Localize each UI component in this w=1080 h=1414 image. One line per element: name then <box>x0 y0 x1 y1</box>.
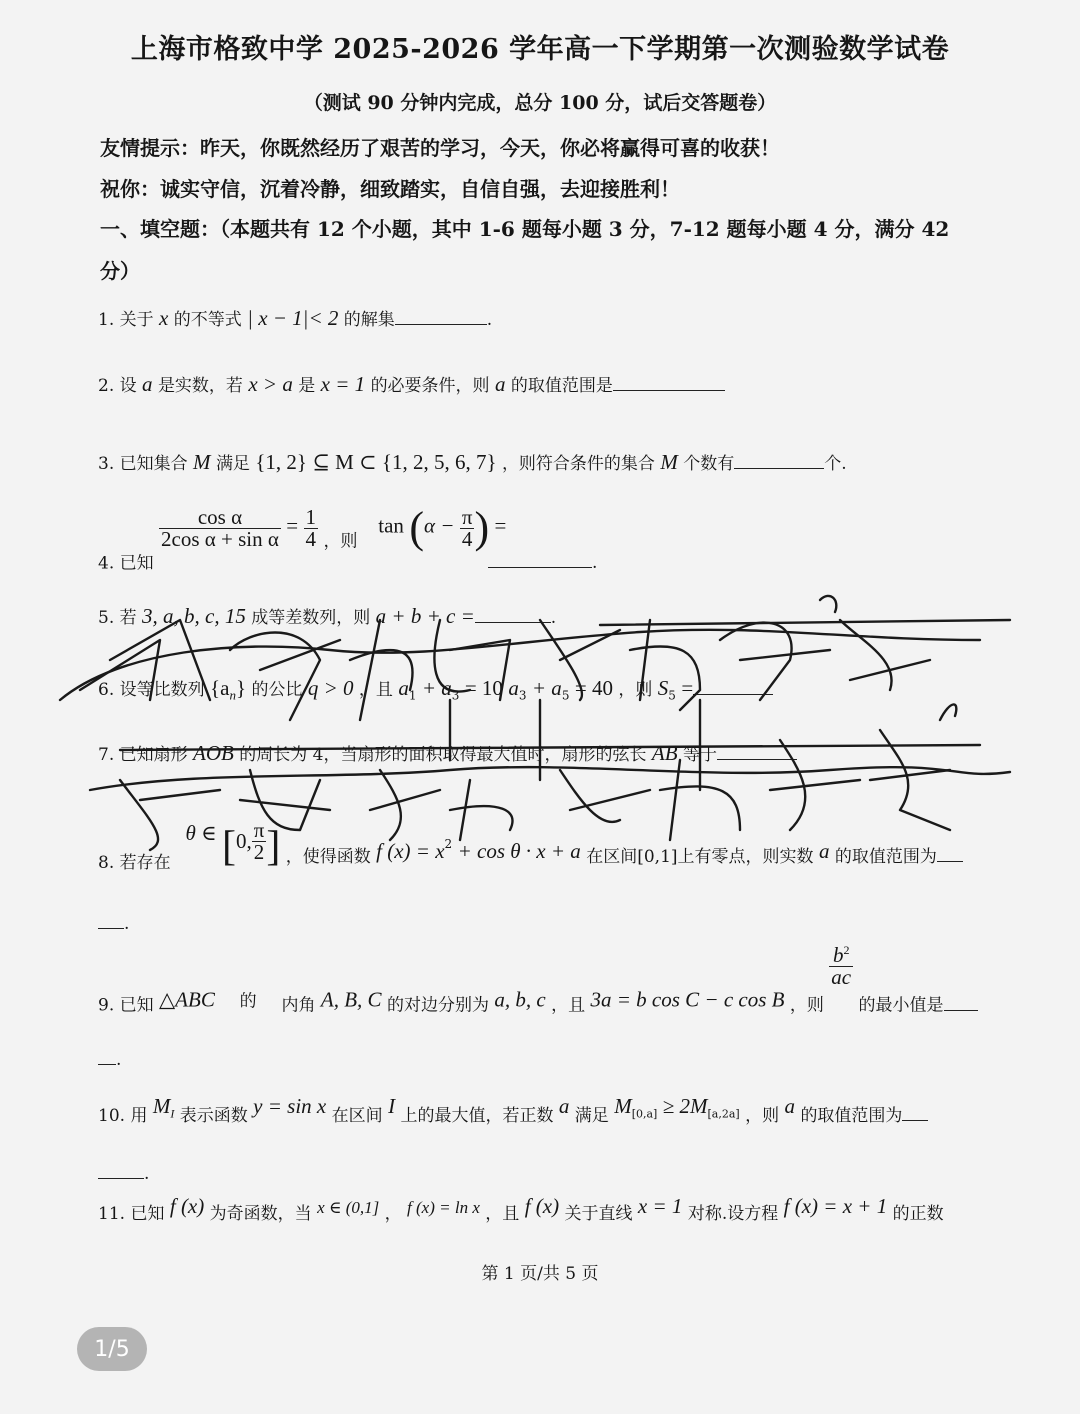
q10-text-1: 表示函数 <box>179 1106 248 1126</box>
q2-var-a: a <box>142 372 153 396</box>
q6-sum: S <box>657 676 669 700</box>
page-indicator-badge[interactable]: 1/5 <box>77 1327 147 1371</box>
q8-end: . <box>124 914 130 934</box>
q10-text-3: 上的最大值，若正数 <box>400 1106 554 1126</box>
q11-text-3: ，且 <box>485 1204 520 1224</box>
q6-seq: {a <box>210 676 230 700</box>
q7-text: 7. 已知扇形 <box>98 745 188 765</box>
q1-text-mid: 的不等式 <box>173 310 242 330</box>
q10-end: . <box>144 1164 150 1184</box>
q8-text-1: ，使得函数 <box>285 847 371 867</box>
q10-text: 10. 用 <box>98 1106 148 1126</box>
q4-end: . <box>592 553 598 573</box>
q6-e2-sub2: 5 <box>561 688 570 703</box>
q6-text-1: 的公比 <box>251 680 303 700</box>
q8-pi-den: 2 <box>253 840 265 864</box>
q1-expr: | x − 1|< 2 <box>247 306 339 330</box>
q3-var-M: M <box>193 450 211 474</box>
page-footer: 第 1 页/共 5 页 <box>481 1264 599 1284</box>
q8-function: f (x) = x <box>376 839 445 863</box>
q9-end: . <box>116 1050 122 1070</box>
q10-text-4: 满足 <box>574 1106 609 1126</box>
q8-pi-num: π <box>253 818 265 842</box>
q4-denominator: 2cos α + sin α <box>161 526 279 551</box>
q6-ratio: q > 0 <box>307 676 354 700</box>
q9-frac-den: ac <box>831 965 852 989</box>
q8-function-rest: + cos θ · x + a <box>457 839 581 863</box>
q4-tan: tan <box>378 513 404 538</box>
q11-text: 11. 已知 <box>98 1204 165 1224</box>
q2-text-2: 是 <box>298 376 316 396</box>
q11-text-4: 关于直线 <box>564 1204 633 1224</box>
q10-function: y = sin x <box>253 1094 327 1118</box>
q7-sector: AOB <box>193 741 234 765</box>
q6-e2-sub: 3 <box>518 688 527 703</box>
q6-e1: a <box>398 676 409 700</box>
q2-text-4: 的取值范围是 <box>510 376 613 396</box>
q10-var-a: a <box>558 1094 570 1118</box>
q10-var-a2: a <box>784 1094 796 1118</box>
q11-text-5: 对称.设方程 <box>687 1204 779 1224</box>
q9-text-5: ，则 <box>789 995 824 1016</box>
q5-text-1: 成等差数列，则 <box>251 608 371 628</box>
q2-expr-2: x = 1 <box>320 372 366 396</box>
q5-expr: a + b + c = <box>375 604 475 628</box>
q3-var-M2: M <box>660 450 678 474</box>
q9-expr: 3a = b cos C − c cos B <box>590 987 785 1012</box>
q6-seq-sub: n <box>229 687 236 703</box>
q9-text: 9. 已知 <box>98 995 154 1016</box>
exam-instructions: （测试 90 分钟内完成，总分 100 分，试后交答题卷） <box>303 92 777 114</box>
q2-var-a2: a <box>494 372 506 396</box>
q10-text-6: 的取值范围为 <box>800 1106 903 1126</box>
q6-e1-sub2: 3 <box>451 688 460 703</box>
q11-domain: x ∈ (0,1] <box>317 1198 380 1217</box>
q2-text-3: 的必要条件，则 <box>370 376 490 396</box>
q11-f2: f (x) <box>524 1194 560 1218</box>
question-4: 4. 已知 $\frac{\text{cos α}}{\text{2cos α + sin α}}$ = $\frac{1}{4}$ ，则 tan (α − $\frac{\pi}{4}$ ) = <box>98 503 507 574</box>
q9-sides: a, b, c <box>494 987 546 1012</box>
q9-frac-num: b <box>832 943 844 967</box>
q11-text-2: ， <box>384 1204 402 1224</box>
q10-M1: M <box>614 1094 632 1118</box>
q6-e2-end: = 40 <box>574 676 613 700</box>
q8-text: 8. 若存在 <box>98 853 171 873</box>
q11-ln: f (x) = ln x <box>407 1198 480 1217</box>
q10-M1-sub: [0,a] <box>631 1107 658 1121</box>
q10-interval: I <box>388 1094 396 1118</box>
q4-text-1: ，则 <box>323 531 358 552</box>
q10-geq: ≥ 2M <box>662 1094 708 1118</box>
section-heading: 一、填空题：（本题共有 12 个小题，其中 1-6 题每小题 3 分，7-12 题每小题 4 分，满分 42 <box>100 217 950 241</box>
q6-equals: = <box>681 676 694 700</box>
q2-text: 2. 设 <box>98 376 137 396</box>
q6-text-3: ，则 <box>618 680 653 700</box>
q7-text-1: 的周长为 4，当扇形的面积取得最大值时，扇形的弦长 <box>239 745 647 765</box>
q8-square: 2 <box>444 837 453 851</box>
q4-numerator: cos α <box>159 507 281 529</box>
q6-seq-end: } <box>235 676 247 700</box>
q9-text-4: ，且 <box>551 995 586 1016</box>
q1-var: x <box>159 306 169 330</box>
q2-expr-1: x > a <box>248 372 293 396</box>
q8-var-a: a <box>818 839 830 863</box>
q8-text-2: 在区间[0,1]上有零点，则实数 <box>586 847 814 867</box>
blessing-line: 祝你：诚实守信，沉着冷静，细致踏实，自信自强，去迎接胜利！ <box>100 177 680 201</box>
page-title: 上海市格致中学 2025-2026 学年高一下学期第一次测验数学试卷 <box>130 34 950 65</box>
q8-theta: θ ∈ <box>185 821 217 845</box>
q4-pi-num: π <box>461 504 473 529</box>
q4-pi-den: 4 <box>461 526 473 551</box>
section-heading-cont: 分） <box>100 259 140 283</box>
q6-e1-end: = 10 <box>464 676 503 700</box>
q9-text-2: 内角 <box>281 995 316 1016</box>
q6-sum-sub: 5 <box>668 688 676 703</box>
q6-e1-mid: + a <box>421 676 452 700</box>
q8-text-3: 的取值范围为 <box>834 847 937 867</box>
q7-chord: AB <box>651 741 678 765</box>
q11-line: x = 1 <box>637 1194 683 1218</box>
q8-interval-start: 0, <box>235 829 252 853</box>
q10-M2-sub: [a,2a] <box>707 1107 740 1121</box>
q9-text-3: 的对边分别为 <box>386 995 489 1016</box>
q4-equals-2: = <box>494 513 507 538</box>
q6-e2: a <box>508 676 519 700</box>
q3-text: 3. 已知集合 <box>98 454 188 474</box>
q4-text: 4. 已知 <box>98 553 154 574</box>
q1-text-post: 的解集 <box>343 310 395 330</box>
q6-text: 6. 设等比数列 <box>98 680 205 700</box>
q6-e1-sub: 1 <box>408 688 417 703</box>
q10-text-2: 在区间 <box>331 1106 383 1126</box>
q10-text-5: ，则 <box>745 1106 780 1126</box>
q4-rhs-num: 1 <box>305 504 317 529</box>
q2-text-1: 是实数，若 <box>157 376 243 396</box>
q3-text-1: 满足 <box>215 454 250 474</box>
q9-text-1: 的 <box>239 991 257 1012</box>
q5-sequence: 3, a, b, c, 15 <box>142 604 246 628</box>
q11-f: f (x) <box>169 1194 205 1218</box>
q9-triangle: △ABC <box>159 987 215 1012</box>
q11-text-6: 的正数 <box>892 1204 944 1224</box>
q5-text: 5. 若 <box>98 608 137 628</box>
q9-frac-sq: 2 <box>843 943 850 957</box>
q6-text-2: ，且 <box>358 680 393 700</box>
q10-M: M <box>152 1094 171 1118</box>
q6-e2-mid: + a <box>531 676 562 700</box>
q4-equals: = <box>286 513 299 538</box>
q11-text-1: 为奇函数，当 <box>209 1204 312 1224</box>
q5-end: . <box>550 608 557 628</box>
q7-text-2: 等于 <box>682 745 717 765</box>
q3-expr: {1, 2} ⊆ M ⊂ {1, 2, 5, 6, 7} <box>255 450 497 474</box>
q11-equation: f (x) = x + 1 <box>783 1194 888 1218</box>
q10-M-sub: I <box>170 1106 175 1121</box>
q3-text-2: ，则符合条件的集合 <box>501 454 655 474</box>
friendly-tip: 友情提示：昨天，你既然经历了艰苦的学习，今天，你必将赢得可喜的收获！ <box>100 136 780 160</box>
q4-rhs-den: 4 <box>305 526 317 551</box>
q1-text: 1. 关于 <box>98 310 154 330</box>
q3-end: 个. <box>824 454 847 474</box>
q4-inner: α − <box>423 513 455 538</box>
question-8: 8. 若存在 θ ∈ [0, $\frac{\pi}{2}$ ] ，使得函数 f $(x) = x^2 + \cos \theta \cdot x + a$ 在区间[0,1]上有零点，则实数 a 的取值范围为 <box>98 820 963 872</box>
q9-angles: A, B, C <box>320 987 382 1012</box>
q1-end: . <box>486 310 493 330</box>
q9-text-6: 的最小值是 <box>858 995 944 1016</box>
q3-text-3: 个数有 <box>683 454 735 474</box>
